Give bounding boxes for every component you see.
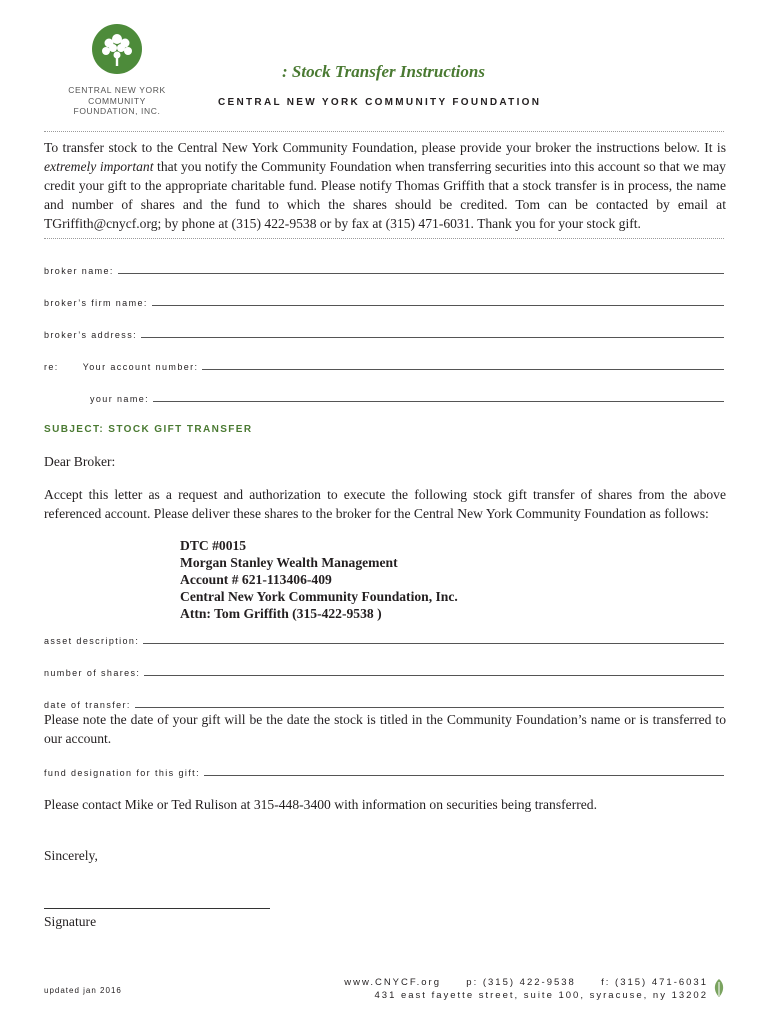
asset-description-field[interactable]: asset description: xyxy=(44,632,724,646)
number-of-shares-field[interactable]: number of shares: xyxy=(44,664,724,678)
delivery-instructions: DTC #0015 Morgan Stanley Wealth Management Account # 621-113406-409 Central New York Community Foundation, Inc. Attn: Tom Griffith (315-422-9538 ) xyxy=(180,538,458,621)
gift-date-note: Please note the date of your gift will be the date the stock is titled in the Community Foundation’s name or is transferred to our account. xyxy=(44,712,726,746)
organization-name: CENTRAL NEW YORK COMMUNITY FOUNDATION xyxy=(218,97,542,108)
phone-number: p: (315) 422-9538 xyxy=(466,977,576,988)
tree-icon xyxy=(92,24,142,74)
updated-date: updated jan 2016 xyxy=(44,986,122,995)
intro-paragraph: To transfer stock to the Central New York Community Foundation, please provide your broker the instructions below. It is extremely important that you notify the Community Foundation when transferring securities into this account so that we may credit your gift to the appropriate charitable fund. Please notify Thomas Griffith that a stock transfer is in process, the name and number of shares and the fund to which the shares should be credited. Tom can be contacted by email at TGriffith@cnycf.org; by phone at (315) 422-9538 or by fax at (315) 471-6031. Thank you for your stock gift. xyxy=(44,140,726,231)
fax-number: f: (315) 471-6031 xyxy=(601,977,708,988)
subject-heading: SUBJECT: STOCK GIFT TRANSFER xyxy=(44,424,253,435)
letter-body: Accept this letter as a request and authorization to execute the following stock gift transfer of shares from the above referenced account. Please deliver these shares to the broker for the Central New York Community Foundation as follows: xyxy=(44,487,726,521)
divider xyxy=(44,131,724,132)
footer-contact xyxy=(340,976,708,1002)
signature-line[interactable] xyxy=(44,908,270,909)
account-number-field[interactable]: re: Your account number: xyxy=(44,358,724,372)
divider xyxy=(44,238,724,239)
salutation: Dear Broker: xyxy=(44,454,116,469)
fund-designation-field[interactable]: fund designation for this gift: xyxy=(44,764,724,778)
closing: Sincerely, xyxy=(44,848,98,863)
leaf-icon xyxy=(712,978,726,1003)
broker-name-field[interactable]: broker name: xyxy=(44,262,724,276)
your-name-field[interactable]: your name: xyxy=(90,390,724,404)
broker-address-field[interactable]: broker’s address: xyxy=(44,326,724,340)
broker-firm-name-field[interactable]: broker’s firm name: xyxy=(44,294,724,308)
foundation-logo xyxy=(92,24,142,74)
logo-text: CENTRAL NEW YORK COMMUNITY FOUNDATION, INC. xyxy=(68,85,166,116)
street-address: 431 east fayette street, suite 100, syracuse, ny 13202 xyxy=(374,990,708,1001)
signature-label: Signature xyxy=(44,914,97,929)
website-link[interactable]: www.CNYCF.org xyxy=(344,977,442,988)
page-title: : Stock Transfer Instructions xyxy=(282,62,485,81)
date-of-transfer-field[interactable]: date of transfer: xyxy=(44,696,724,710)
contact-note: Please contact Mike or Ted Rulison at 315-448-3400 with information on securities being transferred. xyxy=(44,797,597,812)
